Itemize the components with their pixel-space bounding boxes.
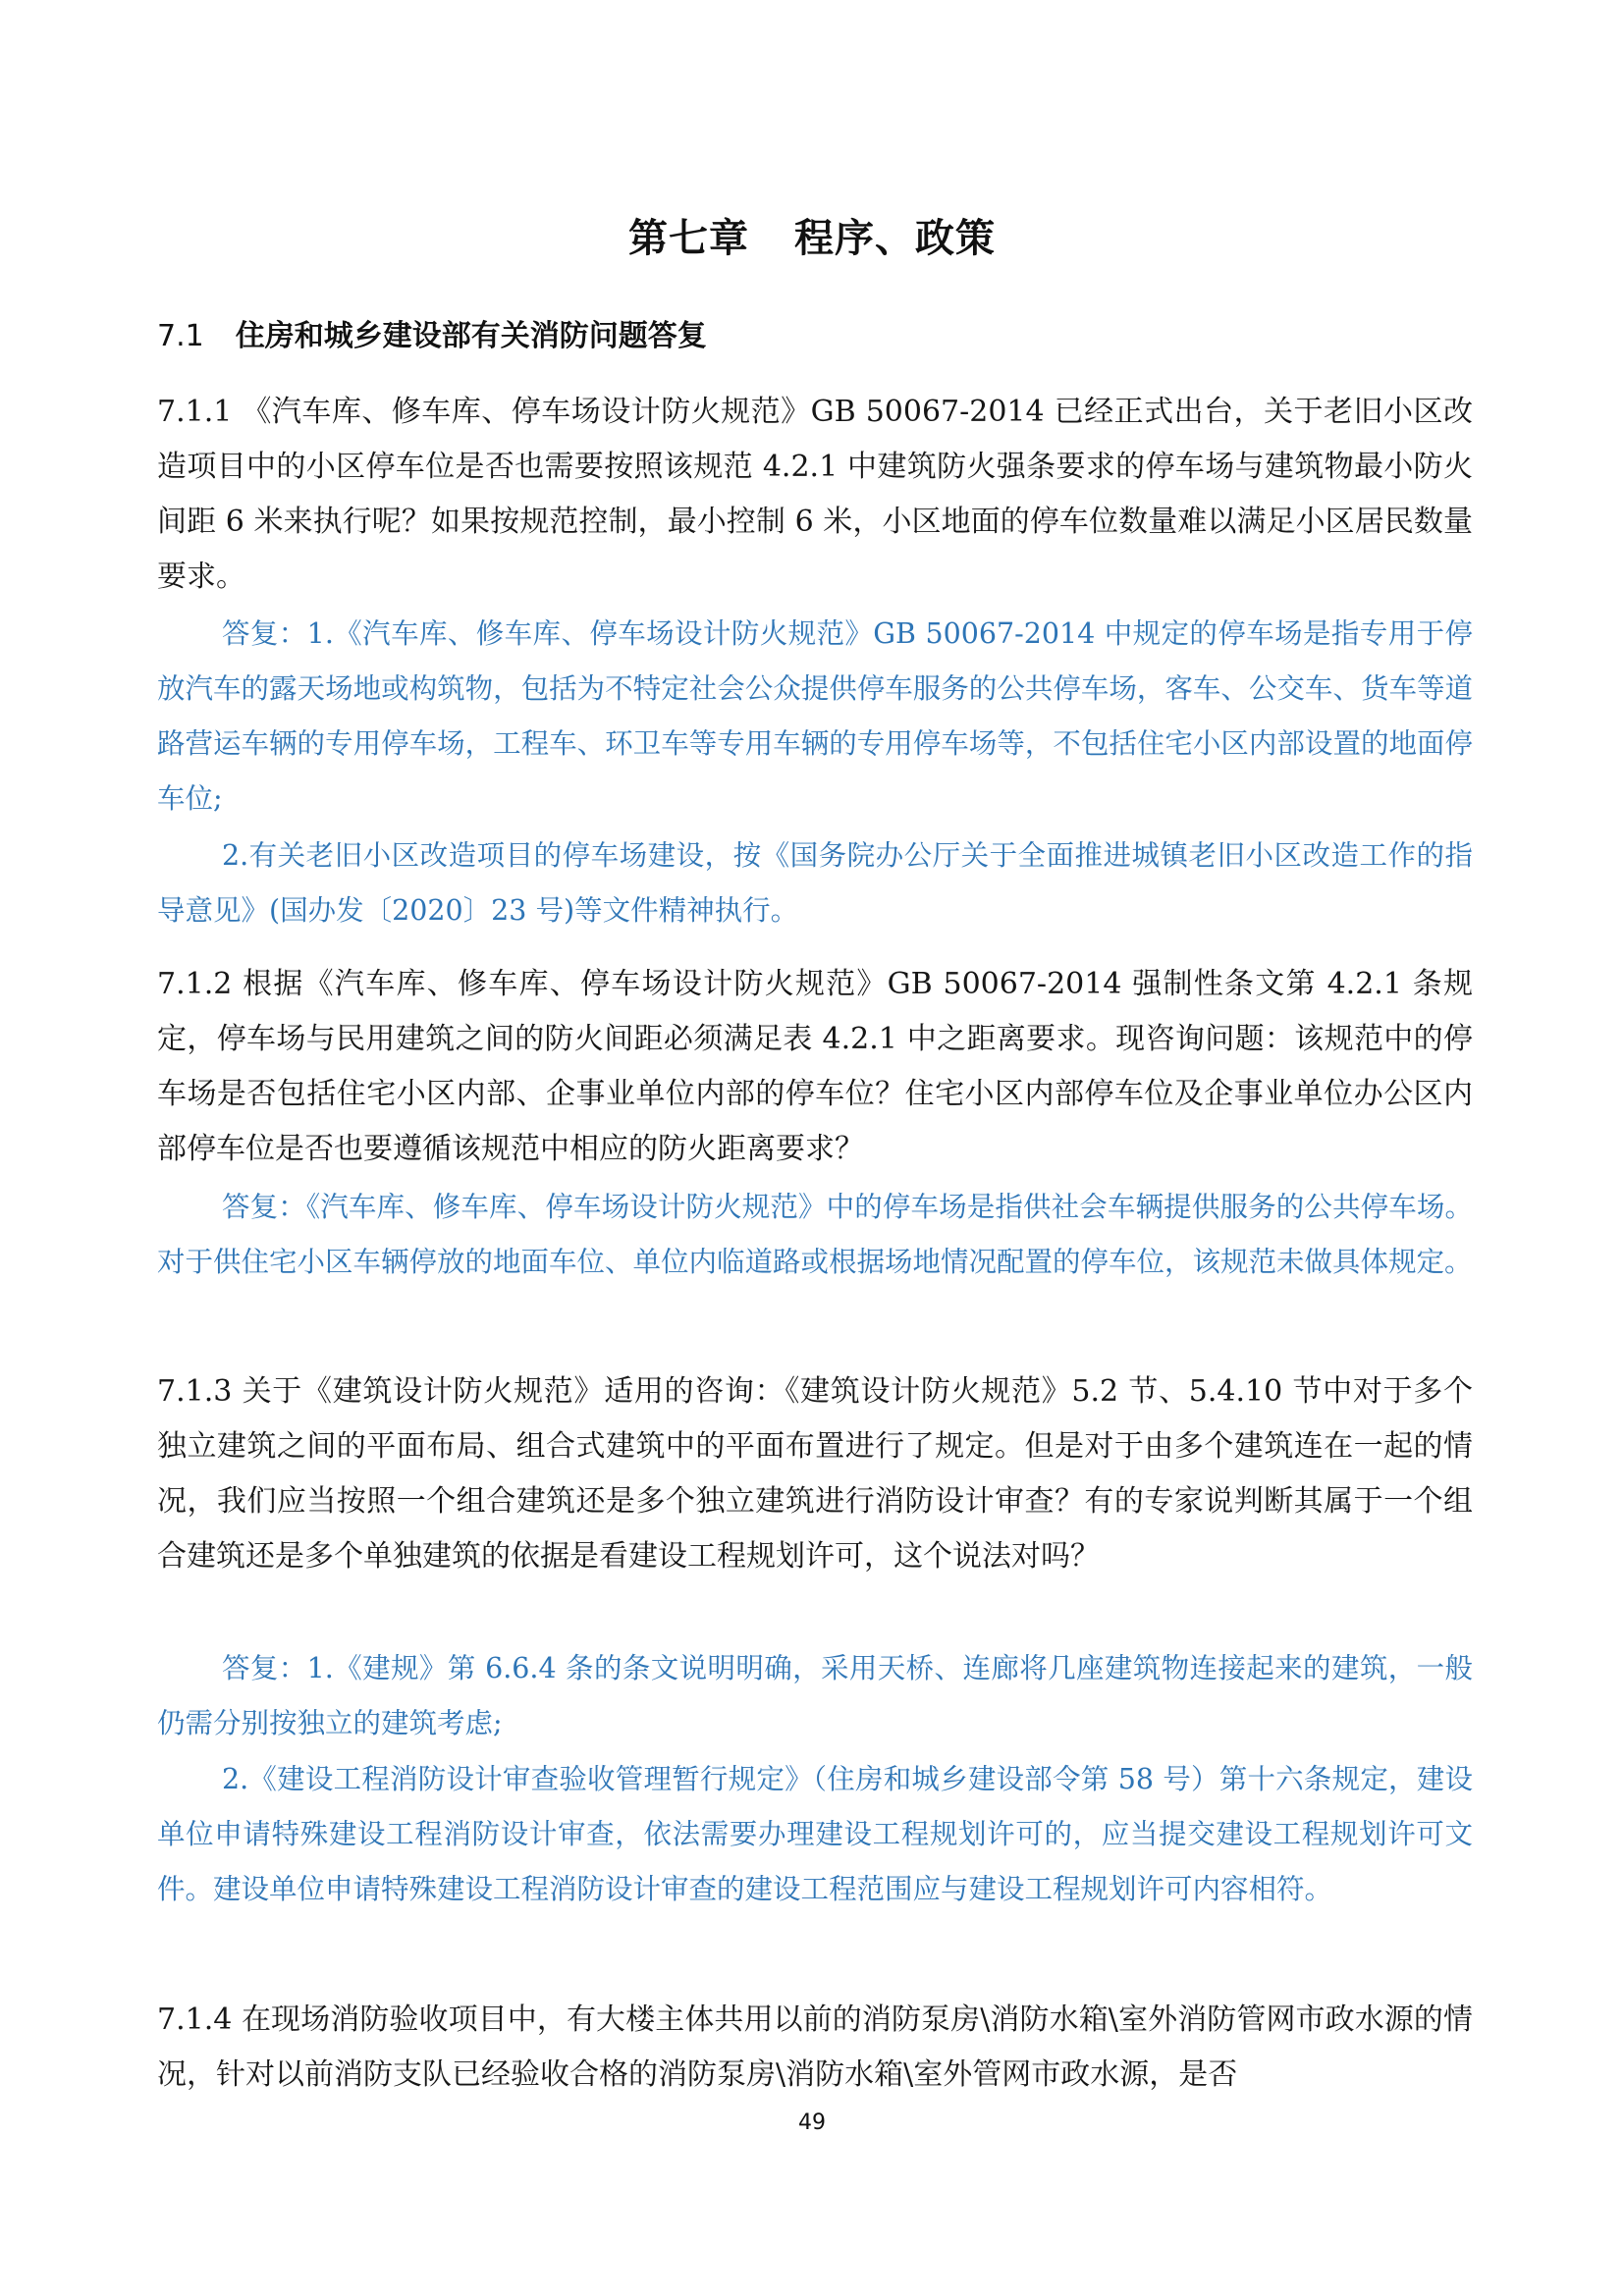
answer-7-1-3-part-1: 答复：1.《建规》第 6.6.4 条的条文说明明确，采用天桥、连廊将几座建筑物连接起来的建筑，一般仍需分别按独立的建筑考虑; [157,1652,1473,1739]
page-number: 49 [798,2110,826,2135]
chapter-number: 第七章 [628,216,749,261]
answer-7-1-1-part-2: 2.有关老旧小区改造项目的停车场建设，按《国务院办公厅关于全面推进城镇老旧小区改造工作的指导意见》(国办发〔2020〕23 号)等文件精神执行。 [157,839,1473,927]
answer-7-1-3-part-2: 2.《建设工程消防设计审查验收管理暂行规定》（住房和城乡建设部令第 58 号）第十六条规定，建设单位申请特殊建设工程消防设计审查，依法需要办理建设工程规划许可的，应当提交建设工程规划许可文件。建设单位申请特殊建设工程消防设计审查的建设工程范围应与建设工程规划许可内容相符。 [157,1763,1473,1905]
chapter-title [0,209,1624,268]
question-7-1-1: 7.1.1 《汽车库、修车库、停车场设计防火规范》GB 50067-2014 已经正式出台，关于老旧小区改造项目中的小区停车位是否也需要按照该规范 4.2.1 中建筑防火强条要求的停车场与建筑物最小防火间距 6 米来执行呢？如果按规范控制，最小控制 6 米，小区地面的停车位数量难以满足小区居民数量要求。 [157,395,1473,594]
chapter-name: 程序、政策 [794,216,996,261]
question-7-1-3: 7.1.3 关于《建筑设计防火规范》适用的咨询：《建筑设计防火规范》5.2 节、5.4.10 节中对于多个独立建筑之间的平面布局、组合式建筑中的平面布置进行了规定。但是对于由多个建筑连在一起的情况，我们应当按照一个组合建筑还是多个独立建筑进行消防设计审查？有的专家说判断其属于一个组合建筑还是多个单独建筑的依据是看建设工程规划许可，这个说法对吗？ [157,1374,1473,1574]
question-7-1-2: 7.1.2 根据《汽车库、修车库、停车场设计防火规范》GB 50067-2014 强制性条文第 4.2.1 条规定，停车场与民用建筑之间的防火间距必须满足表 4.2.1 中之距离要求。现咨询问题：该规范中的停车场是否包括住宅小区内部、企事业单位内部的停车位？住宅小区内部停车位及企事业单位办公区内部停车位是否也要遵循该规范中相应的防火距离要求？ [157,967,1473,1166]
answer-7-1-1-part-1: 答复：1.《汽车库、修车库、停车场设计防火规范》GB 50067-2014 中规定的停车场是指专用于停放汽车的露天场地或构筑物，包括为不特定社会公众提供停车服务的公共停车场，客车、公交车、货车等道路营运车辆的专用停车场，工程车、环卫车等专用车辆的专用停车场等，不包括住宅小区内部设置的地面停车位; [157,617,1473,815]
question-7-1-4: 7.1.4 在现场消防验收项目中，有大楼主体共用以前的消防泵房\消防水箱\室外消防管网市政水源的情况，针对以前消防支队已经验收合格的消防泵房\消防水箱\室外管网市政水源，是否 [157,2002,1473,2092]
section-heading [157,312,707,361]
section-number: 7.1 [157,319,204,353]
section-title: 住房和城乡建设部有关消防问题答复 [235,319,707,353]
answer-7-1-2: 答复：《汽车库、修车库、停车场设计防火规范》中的停车场是指供社会车辆提供服务的公共停车场。对于供住宅小区车辆停放的地面车位、单位内临道路或根据场地情况配置的停车位，该规范未做具体规定。 [157,1191,1473,1278]
